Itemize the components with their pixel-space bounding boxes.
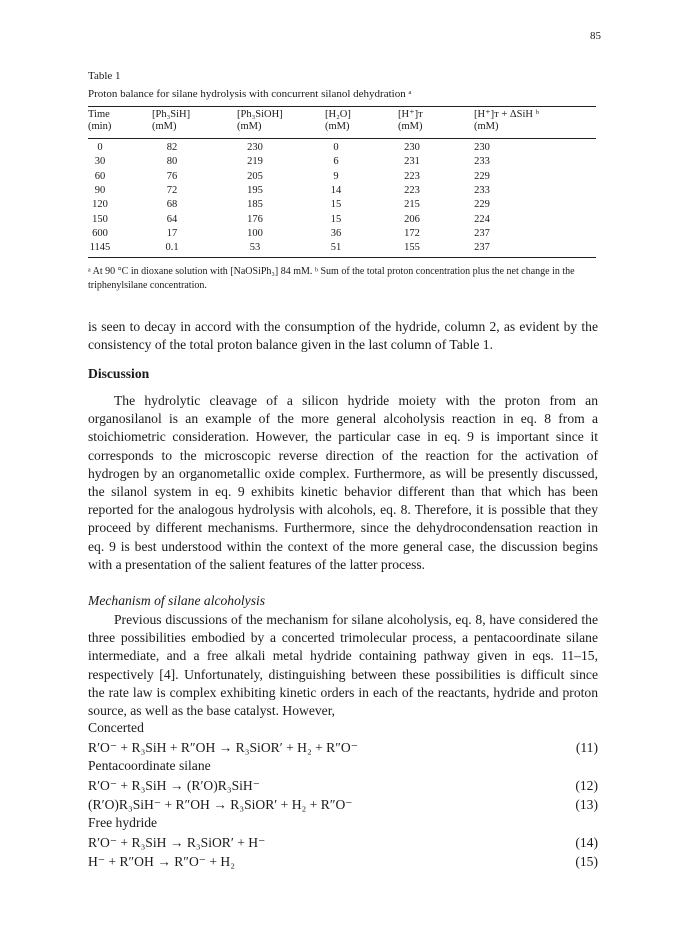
paragraph-continuation: is seen to decay in accord with the consumption of the hydride, column 2, as evident by the consistency of the total proton balance given in the last column of Table 1. [88, 319, 598, 353]
table-cell: 206 [404, 213, 420, 225]
table-cell: 9 [333, 170, 339, 182]
header-time [88, 109, 111, 133]
table-cell: 223 [404, 184, 420, 196]
table-cell: 68 [166, 199, 178, 211]
table-cell: 223 [404, 170, 420, 182]
header-ph3sioh-label: [Ph₃SiOH] [237, 109, 283, 120]
table-cell: 53 [249, 242, 261, 254]
table-cell: 230 [404, 142, 420, 153]
table-cell: 600 [92, 227, 108, 239]
table-caption: Proton balance for silane hydrolysis with concurrent silanol dehydration ᵃ [88, 88, 412, 100]
header-total-proton-unit: (mM) [398, 121, 423, 132]
header-h2o [325, 109, 351, 133]
table-cell: 90 [94, 184, 106, 196]
equation-15-text: H⁻ + R″OH → R″O⁻ + H₂ [88, 854, 235, 869]
table-cell: 229 [474, 170, 490, 182]
table-cell: 237 [474, 227, 490, 239]
header-time-unit: (min) [88, 121, 112, 132]
header-proton-balance [474, 109, 539, 133]
header-ph3sioh-unit: (mM) [237, 121, 262, 132]
header-h2o-label: [H₂O] [325, 109, 351, 120]
equation-15 [88, 853, 598, 871]
table-cell: 176 [247, 213, 263, 225]
table-cell: 60 [94, 170, 106, 182]
equation-13-number: (13) [575, 797, 598, 812]
equation-13 [88, 796, 598, 814]
header-h2o-unit: (mM) [325, 121, 350, 132]
equation-12-number: (12) [575, 778, 598, 793]
table-cell: 233 [474, 156, 490, 168]
paragraph-discussion: The hydrolytic cleavage of a silicon hydride moiety with the proton from an organosilanol is an example of the more general alcoholysis reaction in eq. 8 from a stoichiometric consideration. However, the particular case in eq. 9 is important since it corresponds to the microscopic reverse direction of the reaction for the activation of hydrogen by an organometallic oxide complex. Furthermore, as will be presently discussed, the silanol system in eq. 9 exhibits kinetic behavior different than that which has been reported for the analogous hydrolysis with alcohols, eq. 8. Therefore, it is possible that they proceed by different mechanisms. Furthermore, since the dehydrocondensation reaction in eq. 9 is best understood within the context of the more general case, the discussion begins with a presentation of the salient features of the latter process. [88, 393, 598, 572]
table-cell: 15 [330, 199, 342, 211]
header-ph3sih-unit: (mM) [152, 121, 177, 132]
subsection-heading-mechanism: Mechanism of silane alcoholysis [88, 593, 266, 608]
equation-11 [88, 739, 598, 757]
equation-14 [88, 834, 598, 852]
equation-11-number: (11) [575, 740, 598, 755]
table-cell: 233 [474, 184, 490, 196]
table-cell: 80 [166, 156, 178, 168]
table-cell: 172 [404, 227, 420, 239]
table-cell: 82 [166, 142, 178, 153]
table-footnote: ᵃ At 90 °C in dioxane solution with [NaOSiPh₃] 84 mM. ᵇ Sum of the total proton concentration plus the net change in the triphenylsilane concentration. [88, 266, 575, 291]
table-header-rule [88, 138, 596, 139]
header-ph3sioh [237, 109, 283, 133]
header-proton-balance-label: [H⁺]ᴛ + ΔSiH ᵇ [474, 109, 539, 120]
table-cell: 76 [166, 170, 178, 182]
equation-12-text: R′O⁻ + R₃SiH → (R′O)R₃SiH⁻ [88, 778, 260, 793]
header-total-proton-label: [H⁺]ᴛ [398, 109, 423, 120]
table-cell: 72 [166, 184, 178, 196]
table-cell: 224 [474, 213, 490, 225]
table-cell: 51 [330, 242, 342, 254]
table-cell: 231 [404, 156, 420, 168]
table-cell: 155 [404, 242, 420, 254]
header-total-proton [398, 109, 423, 133]
table-cell: 30 [94, 156, 106, 168]
table-cell: 15 [330, 213, 342, 225]
table-cell: 0 [97, 142, 103, 153]
page-number: 85 [590, 30, 601, 42]
header-ph3sih [152, 109, 190, 133]
label-free-hydride: Free hydride [88, 815, 158, 830]
section-heading-discussion: Discussion [88, 366, 150, 381]
table-cell: 230 [474, 142, 490, 153]
table-cell: 229 [474, 199, 490, 211]
label-pentacoordinate: Pentacoordinate silane [88, 758, 211, 773]
table-cell: 219 [247, 156, 263, 168]
table-cell: 6 [333, 156, 339, 168]
table-cell: 36 [330, 227, 342, 239]
table-cell: 14 [330, 184, 342, 196]
table-cell: 205 [247, 170, 263, 182]
header-time-label: Time [88, 109, 110, 120]
equation-14-text: R′O⁻ + R₃SiH → R₃SiOR′ + H⁻ [88, 835, 266, 850]
table-cell: 185 [247, 199, 263, 211]
table-label: Table 1 [88, 70, 121, 82]
table-cell: 120 [92, 199, 108, 211]
equation-12 [88, 777, 598, 795]
equation-11-text: R′O⁻ + R₃SiH + R″OH → R₃SiOR′ + H₂ + R″O⁻ [88, 740, 358, 755]
paragraph-mechanism: Previous discussions of the mechanism for silane alcoholysis, eq. 8, have considered the three possibilities embodied by a concerted trimolecular process, a pentacoordinate silane intermediate, and a free alkali metal hydride containing pathway given in eqs. 11–15, respectively [4]. Unfortunately, distinguishing between these possibilities is difficult since the rate law is complex exhibiting kinetic orders in each of the reactants, hydride and proton source, as well as the base catalyst. However, [88, 612, 598, 719]
equation-15-number: (15) [575, 854, 598, 869]
table-cell: 237 [474, 242, 490, 254]
table-cell: 230 [247, 142, 263, 153]
equation-13-text: (R′O)R₃SiH⁻ + R″OH → R₃SiOR′ + H₂ + R″O⁻ [88, 797, 353, 812]
table-cell: 64 [166, 213, 178, 225]
table-cell: 0.1 [165, 242, 179, 254]
table-bottom-rule [88, 257, 596, 258]
table-cell: 150 [92, 213, 108, 225]
label-concerted: Concerted [88, 720, 144, 735]
header-proton-balance-unit: (mM) [474, 121, 499, 132]
table-cell: 100 [247, 227, 263, 239]
table-cell: 1145 [89, 242, 111, 254]
header-ph3sih-label: [Ph₃SiH] [152, 109, 191, 120]
equation-14-number: (14) [575, 835, 598, 850]
table-cell: 195 [247, 184, 263, 196]
table-top-rule [88, 106, 596, 107]
table-cell: 0 [333, 142, 339, 153]
table-cell: 215 [404, 199, 420, 211]
table-cell: 17 [166, 227, 178, 239]
